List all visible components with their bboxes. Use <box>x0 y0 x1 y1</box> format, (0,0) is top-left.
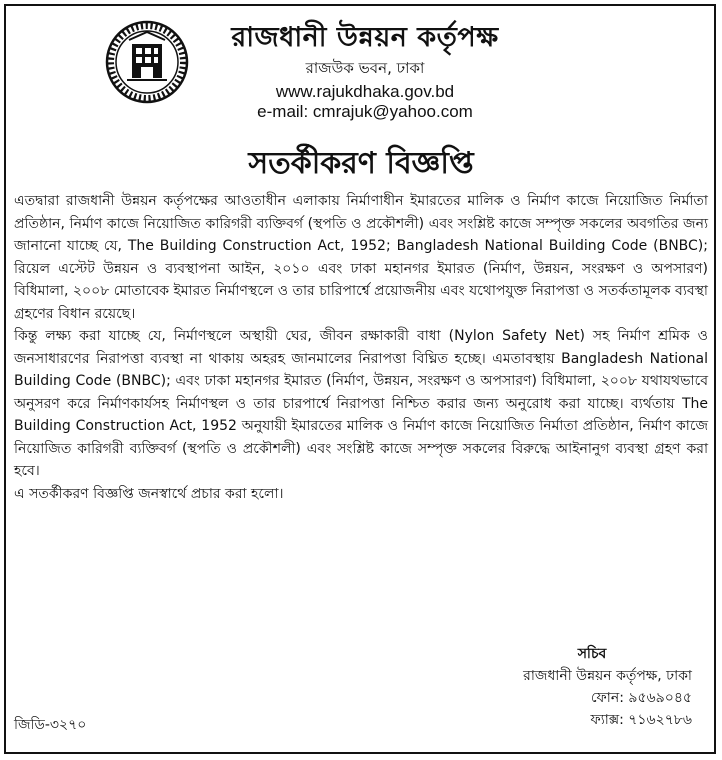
rajuk-seal-icon <box>105 20 189 104</box>
phone-number: ফোন: ৯৫৬৯০৪৫ <box>590 690 692 706</box>
body-paragraph-1: এতদ্বারা রাজধানী উন্নয়ন কর্তৃপক্ষের আওতাধীন এলাকায় নির্মাণাধীন ইমারতের মালিক ও নির্মাণ কাজে নিয়োজিত নির্মাতা প্রতিষ্ঠান, নির্মাণ কাজে নিয়োজিত কারিগরী ব্যক্তিবর্গ (স্থপতি ও প্রকৌশলী) এবং সংশ্লিষ্ট কাজে সম্পৃক্ত সকলের অবগতির জন্য জানানো যাচ্ছে যে, The Building Construction Act, 1952; Bangladesh National Building Code (BNBC); রিয়েল এস্টেট উন্নয়ন ও ব্যবস্থাপনা আইন, ২০১০ এবং ঢাকা মহানগর ইমারত (নির্মাণ, উন্নয়ন, সংরক্ষণ ও অপসারণ) বিধিমালা, ২০০৮ মোতাবেক ইমারত নির্মাণস্থলে ও তার চারিপার্শ্বে প্রয়োজনীয় এবং যথোপযুক্ত নিরাপত্তা ও সতর্কতামূলক ব্যবস্থা গ্রহণের বিধান রয়েছে। <box>14 193 708 322</box>
notice-body <box>14 190 708 505</box>
gd-number: জিডি-৩২৭০ <box>14 717 87 733</box>
notice-title: সতর্কীকরণ বিজ্ঞপ্তি <box>248 146 474 181</box>
signature-block <box>422 643 692 731</box>
org-name: রাজধানী উন্নয়ন কর্তৃপক্ষ <box>231 22 499 53</box>
body-paragraph-3: এ সতর্কীকরণ বিজ্ঞপ্তি জনস্বার্থে প্রচার করা হলো। <box>14 485 284 502</box>
fax-number: ফ্যাক্স: ৭১৬২৭৮৬ <box>590 712 692 728</box>
body-paragraph-2: কিন্তু লক্ষ্য করা যাচ্ছে যে, নির্মাণস্থলে অস্থায়ী ঘের, জীবন রক্ষাকারী বাধা (Nylon Safety Net) সহ নির্মাণ শ্রমিক ও জনসাধারণের নিরাপত্তা ব্যবস্থা না থাকায় অহরহ জানমালের নিরাপত্তা বিঘ্নিত হচ্ছে। এমতাবস্থায় Bangladesh National Building Code (BNBC); এবং ঢাকা মহানগর ইমারত (নির্মাণ, উন্নয়ন, সংরক্ষণ ও অপসারণ) বিধিমালা, ২০০৮ যথাযথভাবে অনুসরণ করে নির্মাণকার্যসহ নির্মাণস্থল ও তার চারপার্শ্বে নিরাপত্তা নিশ্চিত করার জন্য অনুরোধ করা যাচ্ছে। ব্যর্থতায় The Building Construction Act, 1952 অনুযায়ী ইমারতের মালিক ও নির্মাণ কাজে নিয়োজিত নির্মাতা প্রতিষ্ঠান, নির্মাণ কাজে নিয়োজিত কারিগরী ব্যক্তিবর্গ (স্থপতি ও প্রকৌশলী) এবং সংশ্লিষ্ট কাজে সম্পৃক্ত সকলের বিরুদ্ধে আইনানুগ ব্যবস্থা গ্রহণ করা হবে। <box>14 328 708 479</box>
signatory-designation: সচিব <box>577 646 607 662</box>
signatory-office: রাজধানী উন্নয়ন কর্তৃপক্ষ, ঢাকা <box>523 668 692 684</box>
letterhead <box>200 20 530 122</box>
email-address[interactable]: e-mail: cmrajuk@yahoo.com <box>257 102 473 121</box>
website-link[interactable]: www.rajukdhaka.gov.bd <box>275 82 455 101</box>
org-address: রাজউক ভবন, ঢাকা <box>305 59 425 77</box>
